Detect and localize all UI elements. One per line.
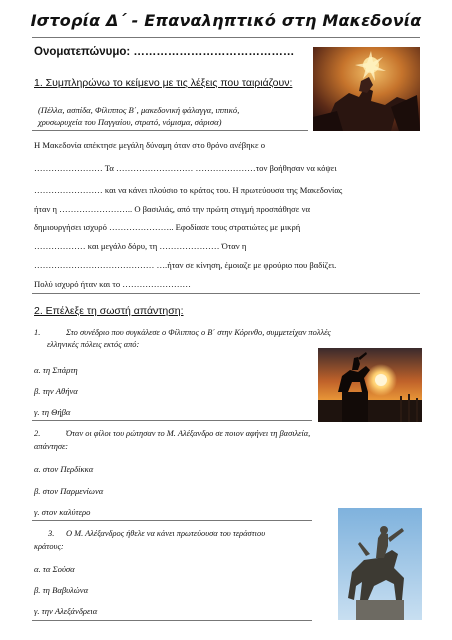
statue-sunset-photo <box>318 348 422 422</box>
answer-option: α. τα Σούσα <box>34 564 75 574</box>
question-text: κράτους: <box>34 542 64 551</box>
fill-text-line: …………………… Τα ……………………… …………………τον βοήθησαν να κόψει <box>34 163 337 173</box>
section-2-heading: 2. Επέλεξε τη σωστή απάντηση: <box>34 305 184 317</box>
question-number: 1. <box>34 328 41 337</box>
question-divider <box>32 620 312 621</box>
fill-text-line: …………………… και να κάνει πλούσιο το κράτος του. Η πρωτεύουσα της Μακεδονίας <box>34 185 343 195</box>
fill-text-line: …………………………………… ….ήταν σε κίνηση, έμοιαζε με φρούριο που βαδίζει. <box>34 260 337 270</box>
word-bank-line: χρυσωρυχεία του Παγγαίου, στρατό, νόμισμα, σάρισα) <box>38 117 222 127</box>
word-bank-line: (Πέλλα, ασπίδα, Φίλιππος Β΄, μακεδονική φάλαγγα, ιππικό, <box>38 105 240 115</box>
question-text: ελληνικές πόλεις εκτός από: <box>47 340 140 349</box>
question-text: Στο συνέδριο που συγκάλεσε ο Φίλιππος ο Β΄ στην Κόρινθο, συμμετείχαν πολλές <box>66 328 331 337</box>
fill-text-line: Η Μακεδονία απέκτησε μεγάλη δύναμη όταν στο θρόνο ανέβηκε ο <box>34 140 266 150</box>
answer-option: γ. τη Θήβα <box>34 407 71 417</box>
page-title: Ιστορία Δ΄ - Επαναληπτικό στη Μακεδονία <box>30 11 422 30</box>
section-1-heading: 1. Συμπληρώνω το κείμενο με τις λέξεις που ταιριάζουν: <box>34 77 293 89</box>
question-text: Όταν οι φίλοι του ρώτησαν το Μ. Αλέξανδρο σε ποιον αφήνει τη βασιλεία, <box>66 429 311 438</box>
answer-option: β. την Αθήνα <box>34 386 78 396</box>
answer-option: β. τη Βαβυλώνα <box>34 585 89 595</box>
fill-text-line: ήταν η …………………….. Ο βασιλιάς, από την πρώτη στιγμή προσπάθησε να <box>34 204 310 214</box>
statue-sky-photo <box>338 508 422 620</box>
question-divider <box>32 520 312 521</box>
question-text: απάντησε: <box>34 442 69 451</box>
word-bank <box>38 104 308 128</box>
answer-option: γ. την Αλεξάνδρεια <box>34 606 98 616</box>
answer-option: α. στον Περδίκκα <box>34 464 94 474</box>
answer-option: α. τη Σπάρτη <box>34 365 78 375</box>
question-number: 3. <box>48 529 55 538</box>
word-bank-divider <box>32 130 308 131</box>
fill-text-line: δημιουργήσει ισχυρό ………………….. Εφοδίασε τους στρατιώτες με μικρή <box>34 222 301 232</box>
question-divider <box>32 420 312 421</box>
answer-option: β. στον Παρμενίωνα <box>34 486 104 496</box>
title-divider <box>32 37 420 38</box>
question-text: Ο Μ. Αλέξανδρος ήθελε να κάνει πρωτεύουσα του τεράστιου <box>66 529 266 538</box>
fill-text-line: ……………… και μεγάλο δόρυ, τη ………………… Όταν η <box>34 241 247 251</box>
question-number: 2. <box>34 429 41 438</box>
alexander-painting <box>313 47 420 131</box>
section-divider <box>32 293 420 294</box>
fill-text-line: Πολύ ισχυρό ήταν και το …………………… <box>34 279 192 289</box>
name-field-label: Ονοματεπώνυμο: …………………………………… <box>34 46 295 58</box>
answer-option: γ. στον καλύτερο <box>34 507 91 517</box>
